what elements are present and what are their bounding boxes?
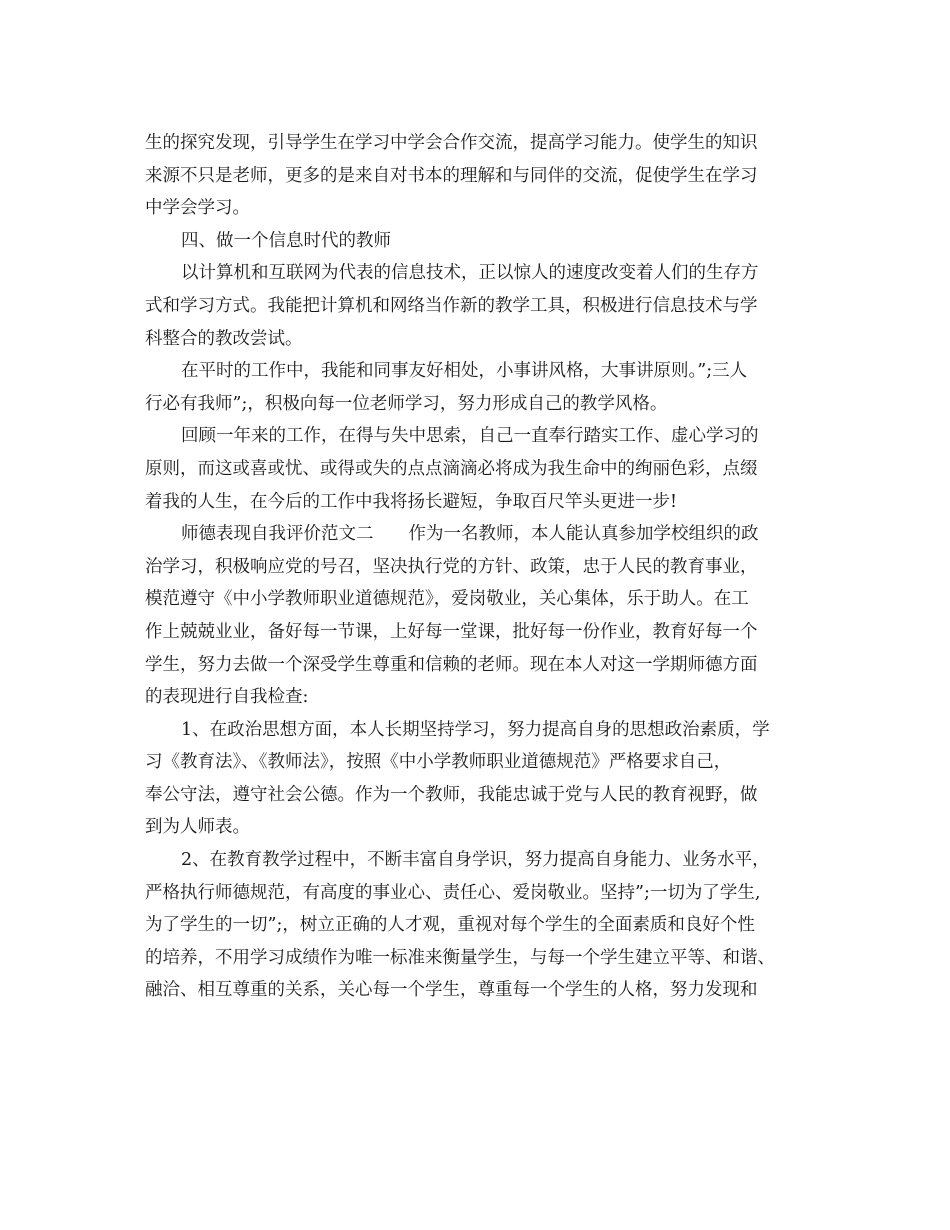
- text-line: 回顾一年来的工作，在得与失中思索，自己一直奉行踏实工作、虚心学习的: [181, 426, 759, 447]
- text-line: 四、做一个信息时代的教师: [181, 230, 391, 251]
- text-line: 习《教育法》、《教师法》，按照《中小学教师职业道德规范》严格要求自己，: [145, 752, 732, 773]
- text-line: 模范遵守《中小学教师职业道德规范》，爱岗敬业，关心集体，乐于助人。在工: [145, 589, 749, 610]
- text-line: 到为人师表。: [145, 817, 250, 838]
- text-line: 式和学习方式。我能把计算机和网络当作新的教学工具，积极进行信息技术与学: [145, 295, 758, 316]
- text-line: 学生，努力去做一个深受学生尊重和信赖的老师。现在本人对这一学期师德方面: [145, 654, 758, 675]
- text-line: 为了学生的一切”;，树立正确的人才观，重视对每个学生的全面素质和良好个性: [145, 915, 755, 936]
- text-line: 原则，而这或喜或忧、或得或失的点点滴滴必将成为我生命中的绚丽色彩，点缀: [145, 458, 758, 479]
- text-line: 作上兢兢业业，备好每一节课，上好每一堂课，批好每一份作业，教育好每一个: [145, 621, 758, 642]
- text-line: 中学会学习。: [145, 198, 250, 219]
- text-line: 在平时的工作中，我能和同事友好相处，小事讲风格，大事讲原则。”;三人: [181, 361, 748, 382]
- document-body: [145, 127, 810, 1007]
- text-line: 师德表现自我评价范文二 作为一名教师，本人能认真参加学校组织的政: [181, 524, 759, 545]
- text-line: 治学习，积极响应党的号召，坚决执行党的方针、政策，忠于人民的教育事业，: [145, 556, 758, 577]
- text-line: 生的探究发现，引导学生在学习中学会合作交流，提高学习能力。使学生的知识: [145, 133, 758, 153]
- text-line: 2、在教育教学过程中，不断丰富自身学识，努力提高自身能力、业务水平，: [181, 850, 770, 871]
- text-line: 来源不只是老师，更多的是来自对书本的理解和与同伴的交流，促使学生在学习: [145, 165, 758, 186]
- text-line: 1、在政治思想方面，本人长期坚持学习，努力提高自身的思想政治素质，学: [181, 719, 770, 740]
- text-line: 融洽、相互尊重的关系，关心每一个学生，尊重每一个学生的人格，努力发现和: [145, 980, 758, 1001]
- text-line: 的表现进行自我检查:: [145, 687, 309, 708]
- text-line: 的培养，不用学习成绩作为唯一标准来衡量学生，与每一个学生建立平等、和谐、: [145, 947, 775, 968]
- text-line: 奉公守法，遵守社会公德。作为一个教师，我能忠诚于党与人民的教育视野，做: [145, 784, 758, 805]
- text-line: 科整合的教改尝试。: [145, 328, 303, 349]
- text-line: 着我的人生，在今后的工作中我将扬长避短，争取百尺竿头更进一步!: [145, 491, 678, 512]
- text-line: 严格执行师德规范，有高度的事业心、责任心、爱岗敬业。坚持”;一切为了学生,: [145, 882, 761, 903]
- text-line: 以计算机和互联网为代表的信息技术，正以惊人的速度改变着人们的生存方: [181, 263, 759, 284]
- text-line: 行必有我师”;，积极向每一位老师学习，努力形成自己的教学风格。: [145, 393, 668, 414]
